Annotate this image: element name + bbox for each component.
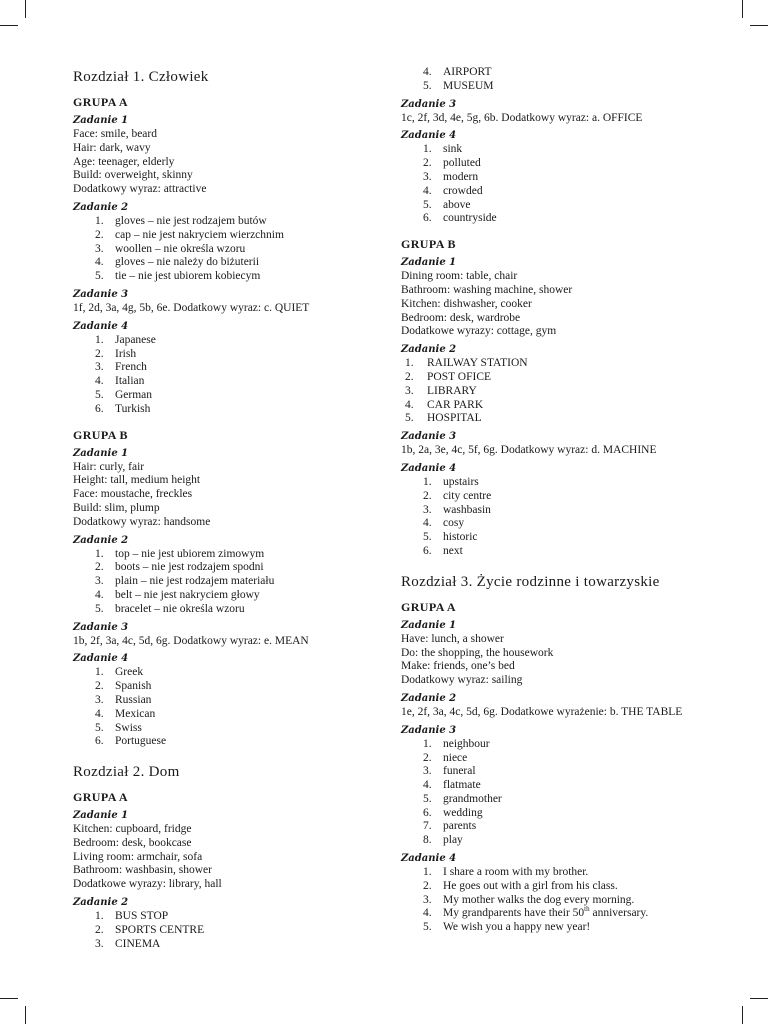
- list-item: 4. Mexican: [95, 707, 156, 720]
- crop-mark: [25, 0, 26, 18]
- answer-line: Dodatkowy wyraz: attractive: [73, 183, 207, 196]
- answer-line: Kitchen: cupboard, fridge: [73, 823, 192, 836]
- list-item: 3. French: [95, 361, 147, 374]
- task-heading: Zadanie 3: [401, 98, 457, 110]
- list-item: 1. BUS STOP: [95, 910, 169, 923]
- crop-mark: [750, 25, 768, 26]
- answer-line: 1f, 2d, 3a, 4g, 5b, 6e. Dodatkowy wyraz: c. QUIET: [73, 301, 310, 314]
- list-item: 4. flatmate: [423, 779, 481, 792]
- group-heading: GRUPA A: [401, 599, 456, 614]
- list-item: 5. HOSPITAL: [405, 412, 482, 425]
- chapter-title: Rozdział 1. Człowiek: [73, 69, 209, 85]
- list-item: 1. I share a room with my brother.: [423, 866, 589, 879]
- crop-mark: [0, 998, 18, 999]
- list-item: 6. Portuguese: [95, 735, 167, 748]
- list-item: 5. bracelet – nie określa wzoru: [95, 602, 245, 615]
- task-heading: Zadanie 3: [73, 288, 129, 300]
- list-item: 2. city centre: [423, 489, 492, 502]
- list-item: 1. Greek: [95, 666, 144, 679]
- answer-line: Make: friends, one’s bed: [401, 660, 515, 673]
- list-item: 1. upstairs: [423, 475, 479, 488]
- answer-line: 1b, 2a, 3e, 4c, 5f, 6g. Dodatkowy wyraz: d. MACHINE: [401, 444, 657, 457]
- list-item: 2. Irish: [95, 347, 137, 360]
- answer-list: [401, 738, 721, 848]
- task-heading: Zadanie 1: [73, 447, 129, 459]
- answer-line: Dodatkowy wyraz: handsome: [73, 515, 211, 528]
- list-item: 3. CINEMA: [95, 937, 161, 950]
- list-item: 2. boots – nie jest rodzajem spodni: [95, 561, 264, 574]
- answer-list: [401, 357, 721, 426]
- list-item: 3. woollen – nie określa wzoru: [95, 242, 246, 255]
- answer-list: [73, 215, 393, 284]
- answer-list: [73, 548, 393, 617]
- answer-line: Build: overweight, skinny: [73, 169, 193, 182]
- list-item: 6. next: [423, 544, 463, 557]
- list-item: 3. funeral: [423, 765, 476, 778]
- list-item: 4. gloves – nie należy do biżuterii: [95, 256, 260, 269]
- list-item: 2. He goes out with a girl from his class.: [423, 879, 618, 892]
- task-heading: Zadanie 1: [73, 810, 129, 822]
- answer-line: Bathroom: washbasin, shower: [73, 864, 212, 877]
- answer-list: [401, 866, 721, 935]
- answer-line: 1e, 2f, 3a, 4c, 5d, 6g. Dodatkowe wyrażenie: b. THE TABLE: [401, 705, 683, 718]
- list-item: 6. countryside: [423, 212, 497, 225]
- answer-list: [401, 476, 721, 559]
- list-item: 5. Swiss: [95, 721, 142, 734]
- list-item: 4. belt – nie jest nakryciem głowy: [95, 588, 260, 601]
- answer-line: Age: teenager, elderly: [73, 155, 175, 168]
- chapter-title: Rozdział 2. Dom: [73, 764, 180, 781]
- list-item: 5. MUSEUM: [423, 79, 494, 92]
- task-heading: Zadanie 3: [401, 724, 457, 736]
- answer-line: 1c, 2f, 3d, 4e, 5g, 6b. Dodatkowy wyraz: a. OFFICE: [401, 111, 643, 124]
- list-item: 5. historic: [423, 531, 478, 544]
- task-heading: Zadanie 1: [401, 619, 457, 631]
- list-item: 7. parents: [423, 820, 477, 833]
- chapter-title: Rozdział 3. Życie rodzinne i towarzyskie: [401, 573, 660, 590]
- list-item: 8. play: [423, 834, 463, 847]
- list-item: 2. polluted: [423, 157, 481, 170]
- list-item: 4. crowded: [423, 184, 483, 197]
- list-item: 2. cap – nie jest nakryciem wierzchnim: [95, 228, 284, 241]
- group-heading: GRUPA B: [73, 427, 128, 442]
- answer-list: [401, 66, 721, 94]
- task-heading: Zadanie 1: [73, 115, 129, 126]
- list-item: 2. niece: [423, 751, 468, 764]
- list-item: 4. CAR PARK: [405, 398, 484, 411]
- list-item: 6. wedding: [423, 806, 483, 819]
- task-heading: Zadanie 2: [73, 201, 129, 213]
- left-column: [73, 66, 393, 951]
- answer-list: [401, 143, 721, 226]
- answer-line: Face: moustache, freckles: [73, 488, 193, 501]
- answer-line: Bathroom: washing machine, shower: [401, 283, 573, 296]
- answer-line: Hair: dark, wavy: [73, 141, 151, 154]
- answer-line: Hair: curly, fair: [73, 460, 145, 473]
- answer-line: Build: slim, plump: [73, 501, 160, 514]
- task-heading: Zadanie 1: [401, 257, 457, 269]
- list-item: 3. plain – nie jest rodzajem materiału: [95, 575, 275, 588]
- task-heading: Zadanie 2: [401, 692, 457, 704]
- list-item: 3. Russian: [95, 693, 152, 706]
- list-item: 1. gloves – nie jest rodzajem butów: [95, 214, 267, 227]
- list-item: 3. modern: [423, 170, 479, 183]
- answer-line: Dodatkowe wyrazy: library, hall: [73, 878, 222, 891]
- answer-line: Dodatkowy wyraz: sailing: [401, 674, 523, 687]
- list-item: 3. washbasin: [423, 503, 491, 516]
- answer-list: [73, 910, 393, 951]
- answer-line: Do: the shopping, the housework: [401, 646, 554, 659]
- answer-line: Bedroom: desk, bookcase: [73, 836, 192, 849]
- list-item: 1. sink: [423, 143, 463, 156]
- answer-line: 1b, 2f, 3a, 4c, 5d, 6g. Dodatkowy wyraz: e. MEAN: [73, 634, 309, 647]
- list-item: 5. above: [423, 198, 471, 211]
- group-heading: GRUPA B: [401, 237, 456, 252]
- task-heading: Zadanie 4: [401, 853, 457, 865]
- answer-line: Face: smile, beard: [73, 128, 157, 140]
- group-heading: GRUPA A: [73, 95, 128, 109]
- answer-list: [73, 334, 393, 417]
- list-item: 5. German: [95, 388, 153, 401]
- list-item: 2. Spanish: [95, 680, 152, 693]
- answer-line: Height: tall, medium height: [73, 474, 201, 487]
- task-heading: Zadanie 4: [73, 320, 129, 332]
- list-item: 2. SPORTS CENTRE: [95, 923, 205, 936]
- answer-line: Bedroom: desk, wardrobe: [401, 311, 521, 324]
- crop-mark: [742, 0, 743, 18]
- task-heading: Zadanie 4: [401, 462, 457, 474]
- crop-mark: [742, 1006, 743, 1024]
- answer-line: Kitchen: dishwasher, cooker: [401, 297, 532, 310]
- list-item: 5. We wish you a happy new year!: [423, 921, 591, 934]
- list-item: 5. grandmother: [423, 792, 502, 805]
- answer-line: Have: lunch, a shower: [401, 632, 504, 645]
- crop-mark: [750, 998, 768, 999]
- list-item: 3. My mother walks the dog every morning.: [423, 893, 635, 906]
- list-item: 4. My grandparents have their 50th anniversary.: [423, 905, 649, 920]
- list-item: 4. Italian: [95, 375, 145, 388]
- task-heading: Zadanie 3: [401, 431, 457, 443]
- list-item: 1. Japanese: [95, 333, 156, 346]
- answer-list: [73, 666, 393, 749]
- answer-line: Dining room: table, chair: [401, 270, 518, 283]
- list-item: 1. top – nie jest ubiorem zimowym: [95, 547, 265, 560]
- crop-mark: [0, 25, 18, 26]
- list-item: 4. cosy: [423, 517, 465, 530]
- task-heading: Zadanie 4: [401, 130, 457, 142]
- task-heading: Zadanie 2: [73, 897, 129, 909]
- list-item: 1. neighbour: [423, 737, 490, 750]
- list-item: 2. POST OFICE: [405, 370, 492, 383]
- crop-mark: [25, 1006, 26, 1024]
- answer-line: Dodatkowe wyrazy: cottage, gym: [401, 325, 557, 338]
- task-heading: Zadanie 2: [73, 534, 129, 546]
- answer-line: Living room: armchair, sofa: [73, 850, 203, 863]
- task-heading: Zadanie 4: [73, 653, 129, 665]
- group-heading: GRUPA A: [73, 790, 128, 805]
- list-item: 5. tie – nie jest ubiorem kobiecym: [95, 270, 261, 283]
- task-heading: Zadanie 3: [73, 621, 129, 633]
- list-item: 6. Turkish: [95, 402, 151, 415]
- list-item: 4. AIRPORT: [423, 66, 492, 78]
- list-item: 3. LIBRARY: [405, 384, 477, 397]
- right-column: [401, 66, 721, 935]
- list-item: 1. RAILWAY STATION: [405, 357, 528, 370]
- task-heading: Zadanie 2: [401, 344, 457, 356]
